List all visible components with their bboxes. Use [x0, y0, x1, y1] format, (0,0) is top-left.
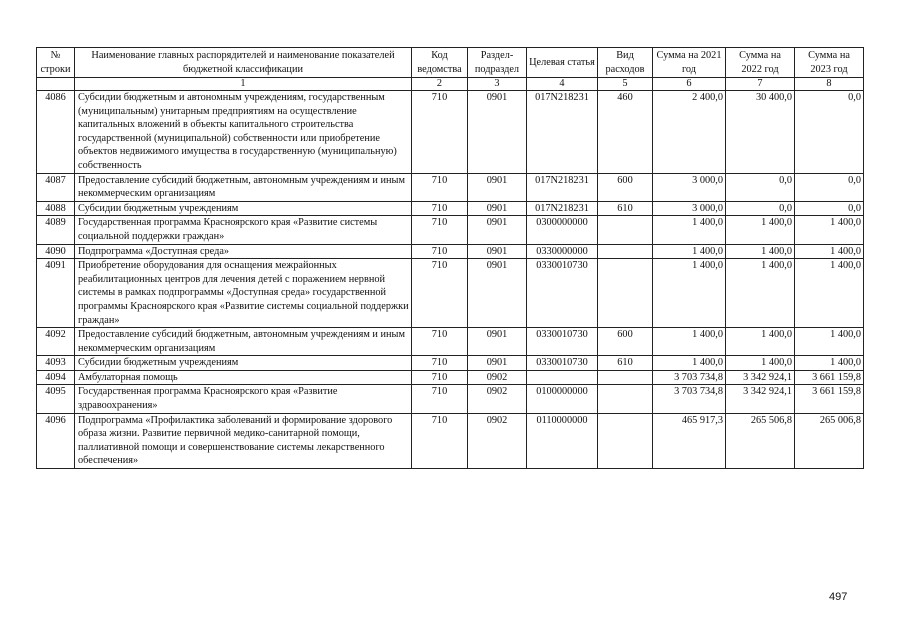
header-row [37, 48, 864, 78]
cell-target-article: 0330010730 [527, 356, 598, 371]
table-row [37, 259, 864, 328]
cell-target-article: 0300000000 [527, 216, 598, 244]
cell-section: 0901 [468, 244, 527, 259]
cell-sum-2022: 1 400,0 [726, 328, 795, 356]
cell-name: Амбулаторная помощь [75, 370, 412, 385]
cell-row-number: 4095 [37, 385, 75, 413]
cell-sum-2022: 0,0 [726, 173, 795, 201]
column-number-blank [37, 78, 75, 91]
cell-section: 0901 [468, 91, 527, 174]
header-dept-code: Код ведомства [412, 48, 468, 78]
cell-section: 0901 [468, 173, 527, 201]
cell-name: Субсидии бюджетным учреждениям [75, 356, 412, 371]
cell-sum-2022: 3 342 924,1 [726, 370, 795, 385]
cell-section: 0901 [468, 259, 527, 328]
cell-dept-code: 710 [412, 413, 468, 468]
table-row [37, 91, 864, 174]
cell-name: Предоставление субсидий бюджетным, автономным учреждениям и иным некоммерческим организациям [75, 328, 412, 356]
cell-row-number: 4089 [37, 216, 75, 244]
cell-row-number: 4091 [37, 259, 75, 328]
cell-expense-type [598, 244, 653, 259]
cell-expense-type [598, 216, 653, 244]
cell-sum-2021: 2 400,0 [653, 91, 726, 174]
cell-sum-2021: 3 703 734,8 [653, 370, 726, 385]
cell-name: Субсидии бюджетным и автономным учреждениям, государственным (муниципальным) унитарным предприятиям на осуществление капитальных вложений в объекты капитального строительства государственной (муниципальной) собственности или приобретение объектов недвижимого имущества в государственную (муниципальную) собственность [75, 91, 412, 174]
cell-sum-2021: 1 400,0 [653, 328, 726, 356]
cell-target-article: 017N218231 [527, 91, 598, 174]
cell-section: 0901 [468, 328, 527, 356]
cell-row-number: 4096 [37, 413, 75, 468]
cell-row-number: 4090 [37, 244, 75, 259]
cell-target-article: 017N218231 [527, 201, 598, 216]
cell-section: 0901 [468, 216, 527, 244]
cell-section: 0902 [468, 385, 527, 413]
cell-expense-type [598, 413, 653, 468]
cell-section: 0901 [468, 201, 527, 216]
column-number: 6 [653, 78, 726, 91]
cell-sum-2023: 0,0 [795, 173, 864, 201]
cell-row-number: 4094 [37, 370, 75, 385]
budget-table [36, 47, 864, 469]
cell-dept-code: 710 [412, 356, 468, 371]
page-number: 497 [829, 591, 848, 603]
cell-name: Приобретение оборудования для оснащения межрайонных реабилитационных центров для лечения детей с поражением нервной системы в рамках подпрограммы «Доступная среда» государственной программы Красноярского края «Развитие системы социальной поддержки граждан» [75, 259, 412, 328]
column-number: 4 [527, 78, 598, 91]
cell-dept-code: 710 [412, 216, 468, 244]
table-row [37, 385, 864, 413]
column-number: 2 [412, 78, 468, 91]
cell-sum-2022: 0,0 [726, 201, 795, 216]
cell-target-article: 0330010730 [527, 259, 598, 328]
column-number-row [37, 78, 864, 91]
cell-sum-2023: 1 400,0 [795, 244, 864, 259]
header-target-article: Целевая статья [527, 48, 598, 78]
cell-target-article [527, 370, 598, 385]
cell-expense-type: 610 [598, 201, 653, 216]
header-expense-type: Вид расходов [598, 48, 653, 78]
cell-target-article: 0110000000 [527, 413, 598, 468]
cell-name: Предоставление субсидий бюджетным, автономным учреждениям и иным некоммерческим организациям [75, 173, 412, 201]
cell-sum-2021: 1 400,0 [653, 216, 726, 244]
cell-expense-type [598, 259, 653, 328]
cell-dept-code: 710 [412, 173, 468, 201]
cell-sum-2022: 265 506,8 [726, 413, 795, 468]
cell-row-number: 4093 [37, 356, 75, 371]
cell-sum-2023: 265 006,8 [795, 413, 864, 468]
cell-sum-2022: 30 400,0 [726, 91, 795, 174]
column-number: 3 [468, 78, 527, 91]
header-row-number: № строки [37, 48, 75, 78]
table-body [37, 78, 864, 469]
cell-sum-2021: 3 703 734,8 [653, 385, 726, 413]
cell-sum-2023: 3 661 159,8 [795, 385, 864, 413]
cell-sum-2023: 1 400,0 [795, 328, 864, 356]
cell-expense-type: 600 [598, 328, 653, 356]
table-row [37, 201, 864, 216]
cell-row-number: 4086 [37, 91, 75, 174]
cell-dept-code: 710 [412, 385, 468, 413]
cell-row-number: 4088 [37, 201, 75, 216]
cell-sum-2022: 3 342 924,1 [726, 385, 795, 413]
cell-dept-code: 710 [412, 259, 468, 328]
cell-section: 0902 [468, 370, 527, 385]
cell-dept-code: 710 [412, 91, 468, 174]
header-name: Наименование главных распорядителей и наименование показателей бюджетной классификации [75, 48, 412, 78]
column-number: 5 [598, 78, 653, 91]
cell-sum-2023: 3 661 159,8 [795, 370, 864, 385]
table-row [37, 244, 864, 259]
cell-target-article: 0330000000 [527, 244, 598, 259]
cell-sum-2021: 3 000,0 [653, 201, 726, 216]
cell-sum-2023: 1 400,0 [795, 259, 864, 328]
cell-row-number: 4087 [37, 173, 75, 201]
table-row [37, 413, 864, 468]
header-sum-2022: Сумма на 2022 год [726, 48, 795, 78]
cell-row-number: 4092 [37, 328, 75, 356]
cell-sum-2023: 1 400,0 [795, 356, 864, 371]
cell-sum-2021: 3 000,0 [653, 173, 726, 201]
cell-name: Подпрограмма «Профилактика заболеваний и формирование здорового образа жизни. Развитие первичной медико-санитарной помощи, паллиативной помощи и совершенствование системы лекарственного обеспечения» [75, 413, 412, 468]
table-row [37, 370, 864, 385]
cell-sum-2021: 465 917,3 [653, 413, 726, 468]
table-row [37, 173, 864, 201]
cell-expense-type: 610 [598, 356, 653, 371]
cell-name: Субсидии бюджетным учреждениям [75, 201, 412, 216]
cell-section: 0901 [468, 356, 527, 371]
column-number: 1 [75, 78, 412, 91]
header-sum-2021: Сумма на 2021 год [653, 48, 726, 78]
column-number: 7 [726, 78, 795, 91]
cell-sum-2022: 1 400,0 [726, 244, 795, 259]
header-section: Раздел-подраздел [468, 48, 527, 78]
cell-section: 0902 [468, 413, 527, 468]
cell-dept-code: 710 [412, 328, 468, 356]
cell-sum-2021: 1 400,0 [653, 356, 726, 371]
cell-dept-code: 710 [412, 244, 468, 259]
cell-sum-2023: 0,0 [795, 91, 864, 174]
cell-target-article: 0100000000 [527, 385, 598, 413]
cell-sum-2021: 1 400,0 [653, 259, 726, 328]
cell-name: Подпрограмма «Доступная среда» [75, 244, 412, 259]
cell-sum-2022: 1 400,0 [726, 216, 795, 244]
cell-sum-2022: 1 400,0 [726, 356, 795, 371]
table-row [37, 216, 864, 244]
cell-expense-type [598, 385, 653, 413]
cell-dept-code: 710 [412, 201, 468, 216]
cell-expense-type: 460 [598, 91, 653, 174]
cell-dept-code: 710 [412, 370, 468, 385]
column-number: 8 [795, 78, 864, 91]
table-row [37, 356, 864, 371]
cell-name: Государственная программа Красноярского края «Развитие системы социальной поддержки граждан» [75, 216, 412, 244]
cell-sum-2022: 1 400,0 [726, 259, 795, 328]
cell-expense-type [598, 370, 653, 385]
cell-sum-2023: 0,0 [795, 201, 864, 216]
cell-target-article: 017N218231 [527, 173, 598, 201]
cell-sum-2023: 1 400,0 [795, 216, 864, 244]
header-sum-2023: Сумма на 2023 год [795, 48, 864, 78]
cell-name: Государственная программа Красноярского края «Развитие здравоохранения» [75, 385, 412, 413]
table-row [37, 328, 864, 356]
cell-expense-type: 600 [598, 173, 653, 201]
cell-target-article: 0330010730 [527, 328, 598, 356]
cell-sum-2021: 1 400,0 [653, 244, 726, 259]
